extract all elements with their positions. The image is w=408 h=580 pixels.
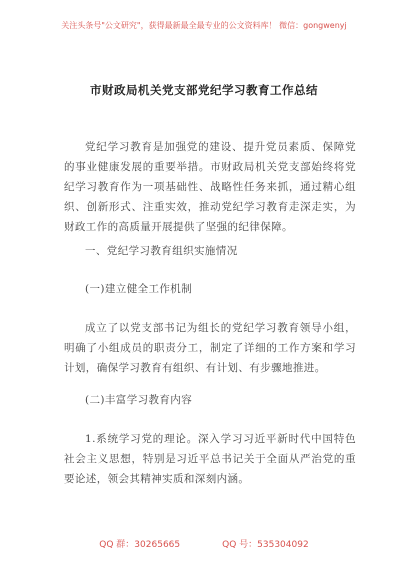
subsection-heading-2: (二)丰富学习教育内容: [85, 394, 193, 406]
top-banner: 关注头条号"公文研究"，获得最新最全最专业的公文资料库！ 微信：gongwenyj: [61, 21, 347, 30]
qq-number-text: QQ 号：535304092: [222, 540, 309, 550]
section-heading-1: 一、党纪学习教育组织实施情况: [85, 245, 238, 257]
subsection-paragraph-2: 1.系统学习党的理论。深入学习习近平新时代中国特色社会主义思想，特别是习近平总书记关于全面从严治党的重要论述，领会其精神实质和深刻内涵。: [64, 433, 356, 485]
subsection-heading-1: (一)建立健全工作机制: [85, 283, 193, 295]
intro-paragraph: 党纪学习教育是加强党的建设、提升党员素质、保障党的事业健康发展的重要举措。市财政局机关党支部始终将党纪学习教育作为一项基础性、战略性任务来抓，通过精心组织、创新形式、注重实效，推动党纪学习教育走深走实，为财政工作的高质量开展提供了坚强的纪律保障。: [64, 141, 356, 233]
subsection-paragraph-1: 成立了以党支部书记为组长的党纪学习教育领导小组，明确了小组成员的职责分工，制定了详细的工作方案和学习计划，确保学习教育有组织、有计划、有步骤地推进。: [64, 322, 356, 374]
qq-group-text: QQ 群：30265665: [99, 540, 181, 550]
document-title: 市财政局机关党支部党纪学习教育工作总结: [90, 83, 318, 97]
footer-contact: [0, 537, 408, 550]
